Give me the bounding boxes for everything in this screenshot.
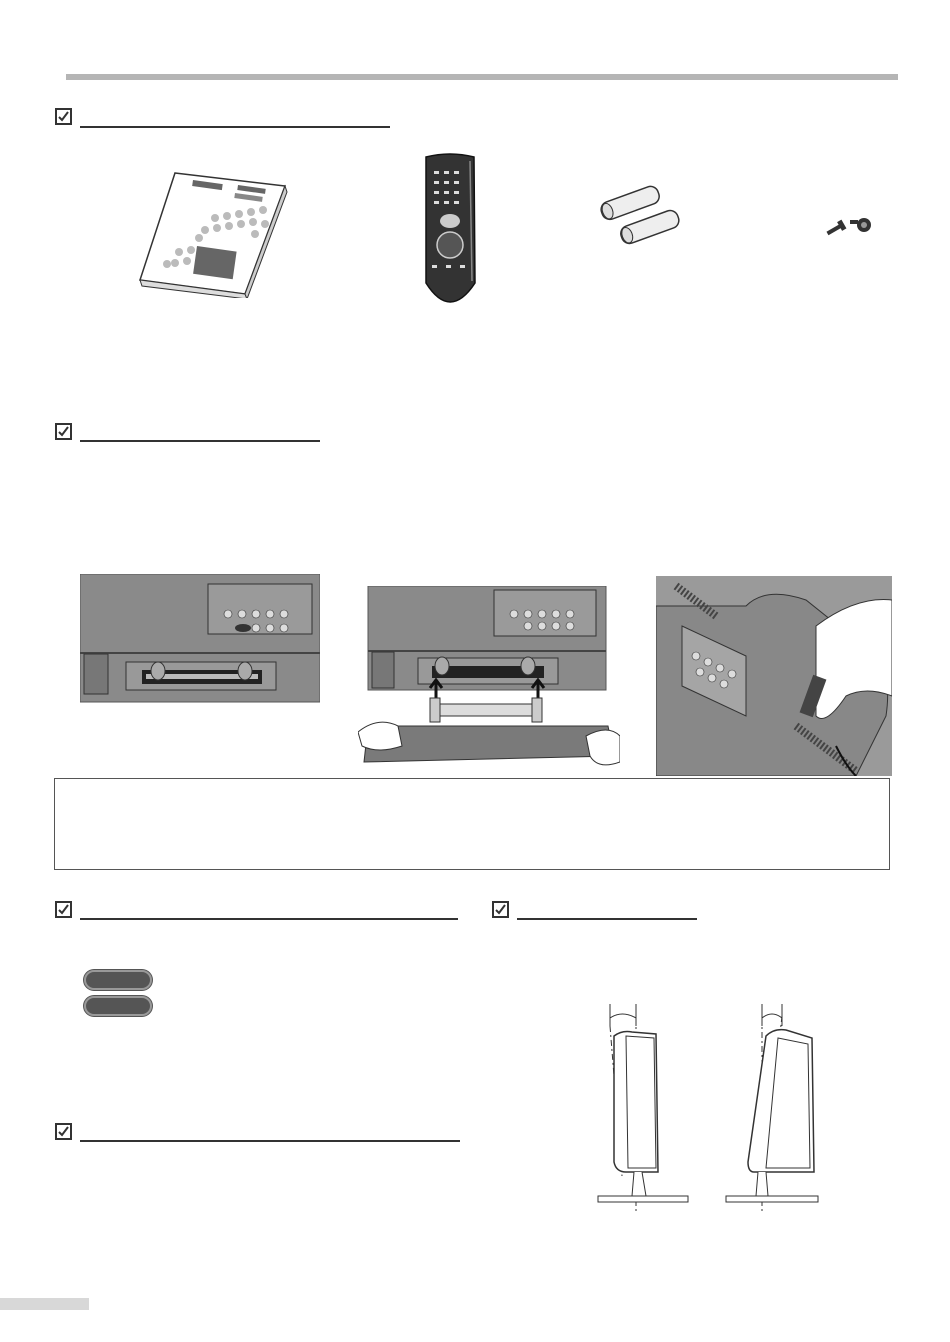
- stand-step-3-illustration: [656, 576, 892, 776]
- section-heading-underline: [80, 126, 390, 128]
- stand-step-1-illustration: [80, 574, 320, 704]
- section-heading-underline: [80, 1140, 460, 1142]
- checkbox-icon: [55, 108, 72, 125]
- tilt-backward-illustration: [722, 996, 832, 1212]
- section-heading-underline: [80, 440, 320, 442]
- remote-control-illustration: [420, 153, 480, 313]
- notice-box: [54, 778, 890, 870]
- section-heading-underline: [517, 918, 697, 920]
- screws-illustration: [822, 214, 877, 239]
- checkbox-icon: [55, 901, 72, 918]
- checkbox-icon: [55, 1123, 72, 1140]
- manual-illustration: [135, 168, 290, 298]
- remote-button-graphic: [84, 970, 152, 990]
- page-footer-tab: [0, 1298, 89, 1310]
- remote-button-graphic: [84, 996, 152, 1016]
- page-header-rule: [66, 74, 898, 80]
- stand-step-2-illustration: [358, 586, 620, 778]
- tilt-forward-illustration: [592, 996, 692, 1212]
- checkbox-icon: [492, 901, 509, 918]
- section-heading-underline: [80, 918, 458, 920]
- batteries-illustration: [592, 183, 687, 248]
- checkbox-icon: [55, 423, 72, 440]
